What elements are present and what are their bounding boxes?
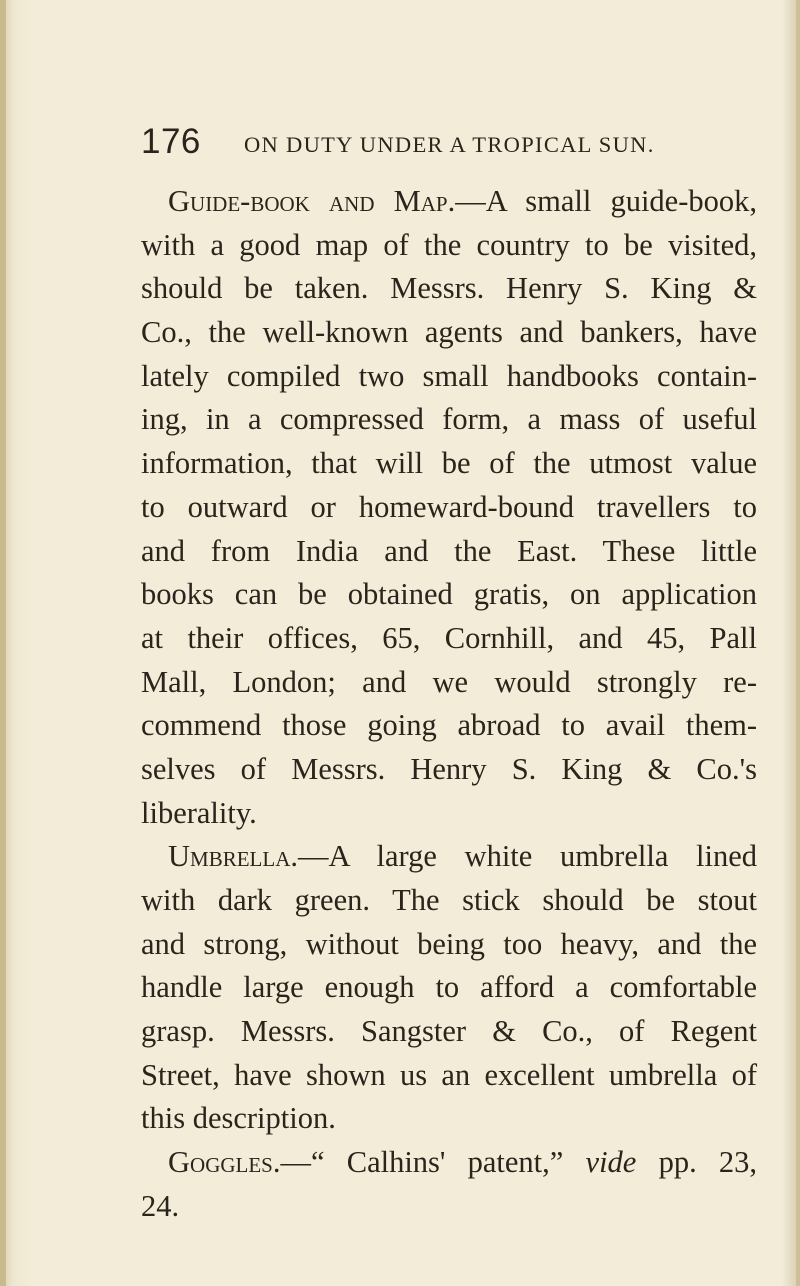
page-right-edge (796, 0, 800, 1286)
text-line (141, 835, 757, 879)
paragraph-heading: Umbrella. (168, 839, 298, 874)
text-line: to outward or homeward-bound travellers to (141, 489, 757, 524)
running-title: ON DUTY UNDER A TROPICAL SUN. (244, 132, 655, 157)
text-line: liberality. (141, 795, 257, 830)
text-line: Street, have shown us an excellent umbrella of (141, 1057, 757, 1092)
paragraph-heading: Goggles. (168, 1145, 281, 1180)
text-line: and from India and the East. These little (141, 533, 757, 568)
text-line: selves of Messrs. Henry S. King & Co.'s (141, 751, 757, 786)
line-text: —A large white umbrella lined (298, 839, 757, 874)
text-line: should be taken. Messrs. Henry S. King & (141, 271, 757, 306)
text-line: information, that will be of the utmost value (141, 446, 757, 481)
text-line (141, 1141, 757, 1185)
text-line: handle large enough to afford a comfortable (141, 970, 757, 1005)
text-line: 24. (141, 1188, 180, 1223)
line-tail: pp. 23, (658, 1145, 758, 1180)
paragraph-heading: Guide-book and Map. (168, 184, 456, 218)
page-left-edge (0, 0, 6, 1286)
page-number: 176 (141, 122, 201, 161)
text-line: ing, in a compressed form, a mass of useful (141, 402, 757, 437)
italic-word: vide (585, 1145, 637, 1180)
text-line: this description. (141, 1101, 336, 1136)
text-line: with dark green. The stick should be stout (141, 883, 757, 917)
text-line: at their offices, 65, Cornhill, and 45, Pall (141, 620, 757, 655)
page-header (141, 122, 701, 166)
text-line: Mall, London; and we would strongly re- (141, 664, 757, 699)
text-line: books can be obtained gratis, on application (141, 577, 757, 612)
text-line: and strong, without being too heavy, and the (141, 926, 757, 961)
line-text: —A small guide-book, (455, 184, 757, 218)
body-text (141, 180, 757, 1229)
line-text: —“ Calhins' patent,” (280, 1145, 564, 1180)
text-line: commend those going abroad to avail them- (141, 708, 757, 743)
text-line: with a good map of the country to be visited, (141, 227, 757, 262)
text-line: lately compiled two small handbooks contain- (141, 358, 757, 393)
text-line: grasp. Messrs. Sangster & Co., of Regent (141, 1014, 757, 1049)
text-line (141, 180, 757, 224)
text-line: Co., the well-known agents and bankers, have (141, 315, 757, 350)
